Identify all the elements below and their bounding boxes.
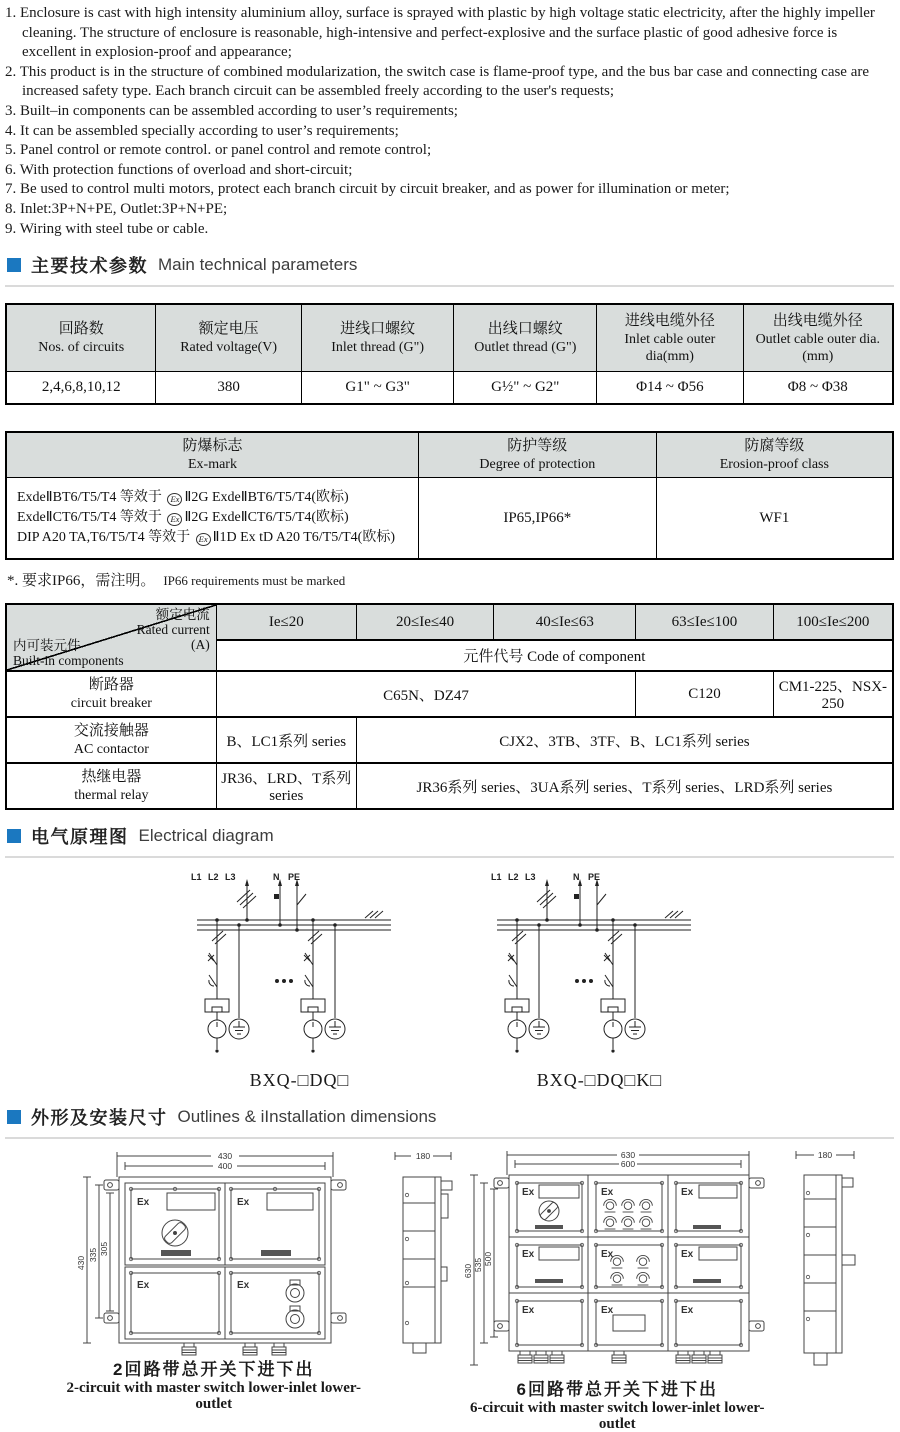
neutral-label: N: [272, 872, 279, 883]
value-cell: B、LC1系列 series: [216, 717, 356, 763]
header-cell: 额定电压 Rated voltage(V): [156, 304, 301, 372]
protection-value-cell: IP65,IP66*: [418, 478, 656, 560]
dimension-label: 180: [817, 1150, 833, 1161]
pe-label: PE: [287, 872, 300, 883]
corner-bottom-label: 内可装元件 Built-in components: [13, 638, 124, 669]
atex-ex-badge-icon: Ex: [167, 493, 182, 506]
value-cell: CM1-225、NSX-250: [773, 671, 893, 717]
circuit-line-art: [197, 879, 391, 1053]
outline-front-6-circuit: [463, 1147, 767, 1375]
row-label: 交流接触器 AC contactor: [6, 717, 216, 763]
atex-ex-badge-icon: Ex: [167, 513, 182, 526]
ex-marking-label: Ex: [236, 1280, 249, 1292]
value-cell: CJX2、3TB、3TF、B、LC1系列 series: [356, 717, 893, 763]
section-title-zh: 主要技术参数: [31, 256, 148, 277]
section-bullet-icon: [7, 829, 21, 843]
current-range-header: 40≤Ie≤63: [494, 604, 636, 640]
feature-item: 5. Panel control or remote control. or panel control and remote control;: [5, 142, 432, 159]
section-title-zh: 电气原理图: [31, 827, 129, 848]
ex-marking-label: Ex: [681, 1249, 694, 1261]
current-range-header: 63≤Ie≤100: [636, 604, 773, 640]
exmark-line: DIP A20 TA,T6/T5/T4 等效于 Ex Ⅱ1D Ex tD A20 T6/T5/T4(欧标): [17, 530, 396, 546]
dimension-label: 430: [75, 1256, 86, 1271]
outline-line-art: [470, 1151, 764, 1365]
section-title-zh: 外形及安装尺寸: [31, 1108, 168, 1129]
circuit-line-art: [497, 879, 691, 1053]
row-label: 断路器 circuit breaker: [6, 671, 216, 717]
outline-line-art: [395, 1152, 452, 1353]
ex-marking-label: Ex: [601, 1249, 614, 1261]
ex-marking-label: Ex: [136, 1197, 149, 1209]
ex-marking-label: Ex: [522, 1249, 535, 1261]
ex-marking-label: Ex: [522, 1305, 535, 1317]
atex-ex-badge-icon: Ex: [196, 533, 211, 546]
ex-marking-label: Ex: [522, 1187, 535, 1199]
exmark-table: [5, 431, 894, 560]
phase-label: L2: [207, 872, 219, 883]
feature-item: 2. This product is in the structure of combined modularization, the switch case is flame-proof type, and the bus bar case and connecting case are increased safety type. Each branch circuit can be assembled freely according to the user's requests;: [5, 63, 870, 100]
phase-label: L3: [524, 872, 536, 883]
outline-group-6-circuit: [463, 1147, 869, 1432]
value-cell: Φ8 ~ Φ38: [743, 372, 893, 405]
outline-group-2-circuit: [61, 1147, 465, 1413]
feature-list: [5, 4, 894, 239]
outline-caption-6-circuit: 6回路带总开关下进下出 6-circuit with master switch lower-inlet lower-outlet: [470, 1380, 765, 1432]
footnote: *. 要求IP66，需注明。 IP66 requirements must be marked: [7, 573, 346, 590]
header-cell: 回路数 Nos. of circuits: [6, 304, 156, 372]
code-of-component-header: 元件代号 Code of component: [216, 640, 893, 671]
dimension-label: 600: [621, 1159, 636, 1170]
dimension-label: 630: [463, 1264, 474, 1279]
value-cell: C120: [636, 671, 773, 717]
dimension-label: 400: [217, 1161, 232, 1172]
phase-label: L3: [224, 872, 236, 883]
row-label: 热继电器 thermal relay: [6, 763, 216, 809]
feature-item: 6. With protection functions of overload and short-circuit;: [5, 161, 353, 178]
section-header-diagram: [5, 821, 894, 858]
feature-item: 8. Inlet:3P+N+PE, Outlet:3P+N+PE;: [5, 200, 228, 217]
circuit-diagram-right: [485, 868, 715, 1091]
dimension-label: 630: [621, 1150, 636, 1161]
header-cell: 进线电缆外径 Inlet cable outer dia(mm): [597, 304, 743, 372]
outline-side-2-circuit: [381, 1147, 465, 1355]
value-cell: 380: [156, 372, 301, 405]
value-cell: JR36、LRD、T系列 series: [216, 763, 356, 809]
feature-item: 9. Wiring with steel tube or cable.: [5, 220, 209, 237]
feature-item: 1. Enclosure is cast with high intensity aluminium alloy, surface is sprayed with plastic by high voltage static electricity, after the highly impeller cleaning. The structure of enclosure is reasonable, high-intensive and perfect-explosive and the surface plastic of good adhesive force is excellent in explosion-proof and appearance;: [5, 5, 875, 61]
circuit-diagram-svg: [185, 868, 415, 1066]
section-title-en: Outlines & iInstallation dimensions: [177, 1107, 437, 1127]
outline-front-2-circuit: [75, 1147, 349, 1355]
dimension-label: 305: [98, 1242, 109, 1257]
phase-label: L1: [190, 872, 202, 883]
dimension-label: 535: [473, 1258, 484, 1273]
header-cell: 防腐等级 Erosion-proof class: [656, 432, 893, 478]
corner-cell: [6, 604, 216, 671]
ex-marking-label: Ex: [136, 1280, 149, 1292]
ex-marking-label: Ex: [601, 1187, 614, 1199]
dimension-label: 180: [415, 1151, 430, 1162]
value-cell: Φ14 ~ Φ56: [597, 372, 743, 405]
phase-label: L2: [507, 872, 519, 883]
phase-label: L1: [490, 872, 502, 883]
outline-drawings: [5, 1147, 894, 1432]
dimension-label: 430: [217, 1151, 232, 1162]
value-cell: 2,4,6,8,10,12: [6, 372, 156, 405]
ex-marking-label: Ex: [601, 1305, 614, 1317]
ex-marking-label: Ex: [236, 1197, 249, 1209]
diagram-caption: BXQ-□DQ□K□: [536, 1070, 663, 1091]
pe-label: PE: [587, 872, 600, 883]
ex-marking-label: Ex: [681, 1187, 694, 1199]
section-title-en: Main technical parameters: [158, 255, 358, 275]
dimension-label: 335: [87, 1248, 98, 1263]
feature-item: 3. Built–in components can be assembled according to user’s requirements;: [5, 102, 458, 119]
built-in-components-table: [5, 603, 894, 810]
outline-line-art: [796, 1151, 855, 1365]
main-parameters-table: [5, 303, 894, 405]
header-cell: 出线电缆外径 Outlet cable outer dia.(mm): [743, 304, 893, 372]
section-header-outline: [5, 1102, 894, 1139]
diagram-caption: BXQ-□DQ□: [249, 1070, 350, 1091]
value-cell: G½" ~ G2": [454, 372, 597, 405]
header-cell: 防爆标志 Ex-mark: [6, 432, 418, 478]
neutral-label: N: [572, 872, 579, 883]
circuit-diagram-svg: [485, 868, 715, 1066]
value-cell: C65N、DZ47: [216, 671, 636, 717]
erosion-value-cell: WF1: [656, 478, 893, 560]
exmark-line: ExdeⅡBT6/T5/T4 等效于 Ex Ⅱ2G ExdeⅡBT6/T5/T4(欧标): [17, 490, 349, 506]
ex-marking-label: Ex: [681, 1305, 694, 1317]
header-cell: 防护等级 Degree of protection: [418, 432, 656, 478]
current-range-header: 20≤Ie≤40: [356, 604, 493, 640]
dimension-label: 500: [483, 1252, 494, 1267]
header-cell: 出线口螺纹 Outlet thread (G"): [454, 304, 597, 372]
outline-line-art: [83, 1152, 346, 1355]
value-cell: G1" ~ G3": [301, 372, 454, 405]
current-range-header: Ie≤20: [216, 604, 356, 640]
exmark-value-cell: [6, 478, 418, 560]
section-bullet-icon: [7, 1110, 21, 1124]
electrical-diagrams: [5, 868, 894, 1091]
header-cell: 进线口螺纹 Inlet thread (G"): [301, 304, 454, 372]
section-bullet-icon: [7, 258, 21, 272]
value-cell: JR36系列 series、3UA系列 series、T系列 series、LRD系列 series: [356, 763, 893, 809]
outline-side-6-circuit: [784, 1147, 868, 1375]
outline-caption-2-circuit: 2回路带总开关下进下出 2-circuit with master switch lower-inlet lower-outlet: [66, 1360, 361, 1413]
circuit-diagram-left: [185, 868, 415, 1091]
feature-item: 4. It can be assembled specially according to user’s requirements;: [5, 122, 399, 139]
section-header-parameters: [5, 250, 894, 287]
current-range-header: 100≤Ie≤200: [773, 604, 893, 640]
section-title-en: Electrical diagram: [138, 826, 274, 846]
exmark-line: ExdeⅡCT6/T5/T4 等效于 Ex Ⅱ2G ExdeⅡCT6/T5/T4(欧标): [17, 510, 349, 526]
corner-top-label: 额定电流 Rated current (A): [136, 607, 210, 653]
feature-item: 7. Be used to control multi motors, protect each branch circuit by circuit breaker, and as power for illumination or meter;: [5, 181, 730, 198]
